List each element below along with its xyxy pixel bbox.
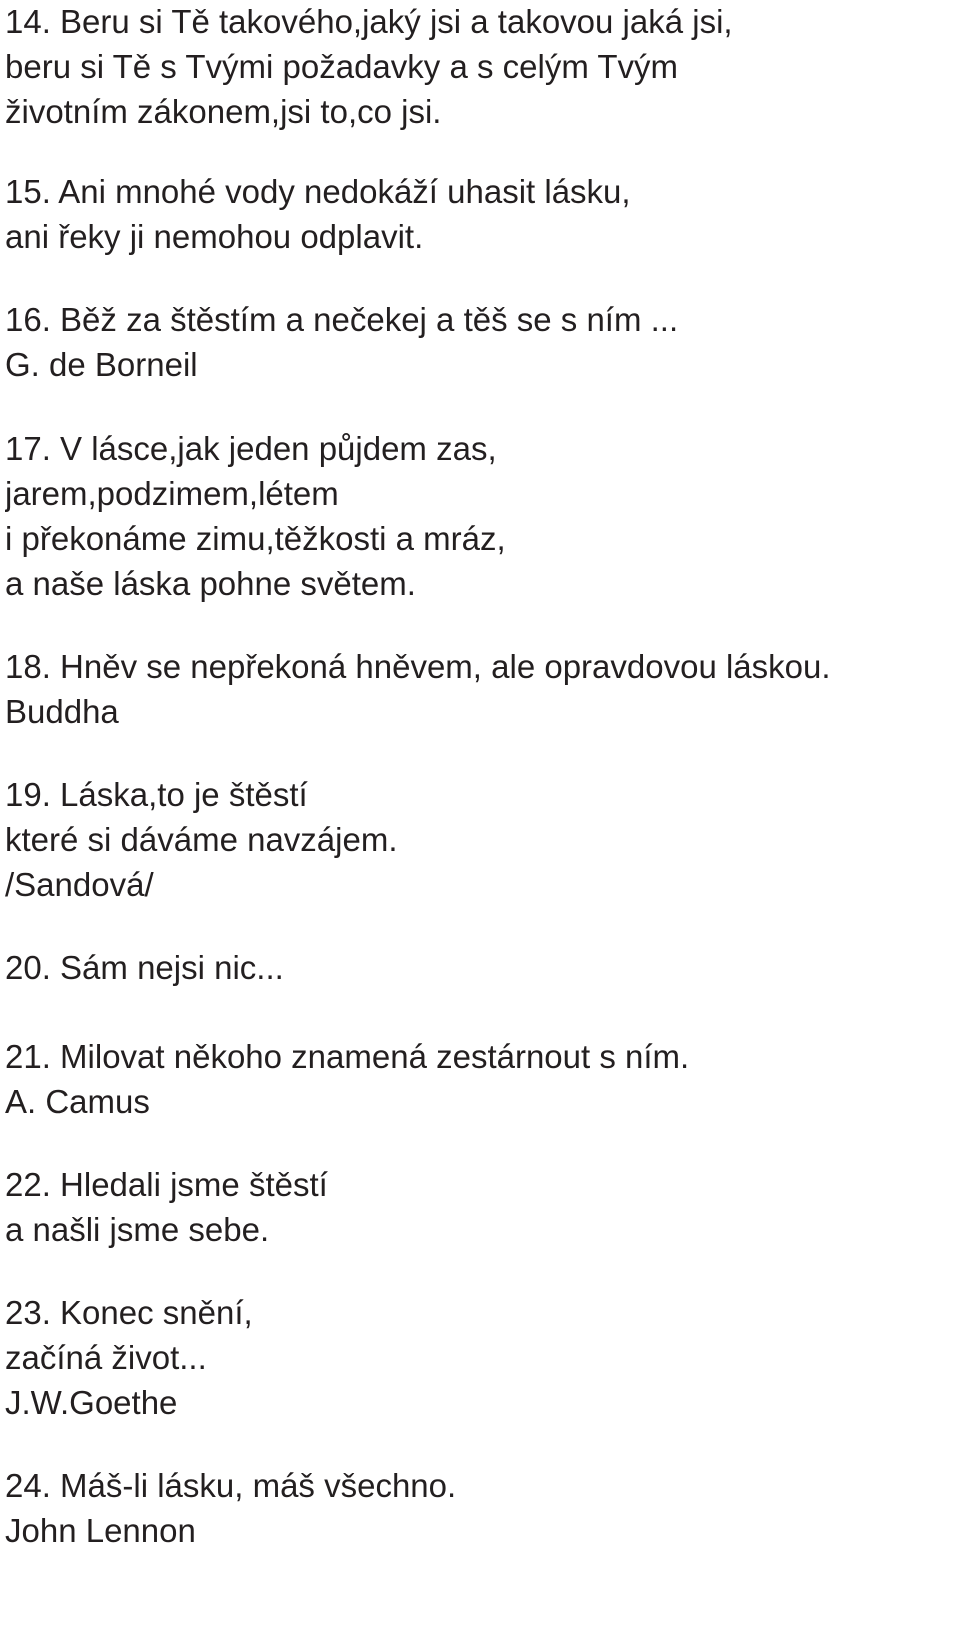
quote-24 bbox=[5, 1463, 955, 1553]
quote-line: jarem,podzimem,létem bbox=[5, 475, 339, 512]
quote-17 bbox=[5, 426, 955, 606]
quote-line: 14. Beru si Tě takového,jaký jsi a takovou jaká jsi, bbox=[5, 3, 733, 40]
quote-18 bbox=[5, 644, 955, 734]
quote-line: a našli jsme sebe. bbox=[5, 1211, 270, 1248]
quote-line: které si dáváme navzájem. bbox=[5, 821, 398, 858]
quote-author: G. de Borneil bbox=[5, 346, 198, 383]
quote-14 bbox=[5, 0, 955, 134]
quote-author: J.W.Goethe bbox=[5, 1384, 178, 1421]
quote-22 bbox=[5, 1162, 955, 1252]
quote-author: John Lennon bbox=[5, 1512, 196, 1549]
quote-line: začíná život... bbox=[5, 1339, 207, 1376]
quote-author: A. Camus bbox=[5, 1083, 150, 1120]
quote-line: a naše láska pohne světem. bbox=[5, 565, 416, 602]
quote-line: 23. Konec snění, bbox=[5, 1294, 253, 1331]
quote-line: 16. Běž za štěstím a nečekej a těš se s ním ... bbox=[5, 301, 679, 338]
quote-20 bbox=[5, 945, 955, 990]
quote-16 bbox=[5, 297, 955, 387]
quote-line: 22. Hledali jsme štěstí bbox=[5, 1166, 328, 1203]
quote-author: Buddha bbox=[5, 693, 119, 730]
quote-line: 18. Hněv se nepřekoná hněvem, ale opravdovou láskou. bbox=[5, 648, 831, 685]
quote-line: beru si Tě s Tvými požadavky a s celým Tvým bbox=[5, 48, 679, 85]
quote-author: /Sandová/ bbox=[5, 866, 154, 903]
quote-15 bbox=[5, 169, 955, 259]
quote-line: 24. Máš-li lásku, máš všechno. bbox=[5, 1467, 457, 1504]
quote-line: ani řeky ji nemohou odplavit. bbox=[5, 218, 424, 255]
quote-line: 15. Ani mnohé vody nedokáží uhasit lásku, bbox=[5, 173, 631, 210]
quote-line: 20. Sám nejsi nic... bbox=[5, 949, 284, 986]
quote-line: životním zákonem,jsi to,co jsi. bbox=[5, 93, 442, 130]
quote-21 bbox=[5, 1034, 955, 1124]
quote-line: i překonáme zimu,těžkosti a mráz, bbox=[5, 520, 506, 557]
quote-23 bbox=[5, 1290, 955, 1425]
quote-line: 21. Milovat někoho znamená zestárnout s ním. bbox=[5, 1038, 690, 1075]
quote-19 bbox=[5, 772, 955, 907]
document-page bbox=[5, 0, 955, 1643]
quote-line: 19. Láska,to je štěstí bbox=[5, 776, 308, 813]
quote-line: 17. V lásce,jak jeden půjdem zas, bbox=[5, 430, 497, 467]
